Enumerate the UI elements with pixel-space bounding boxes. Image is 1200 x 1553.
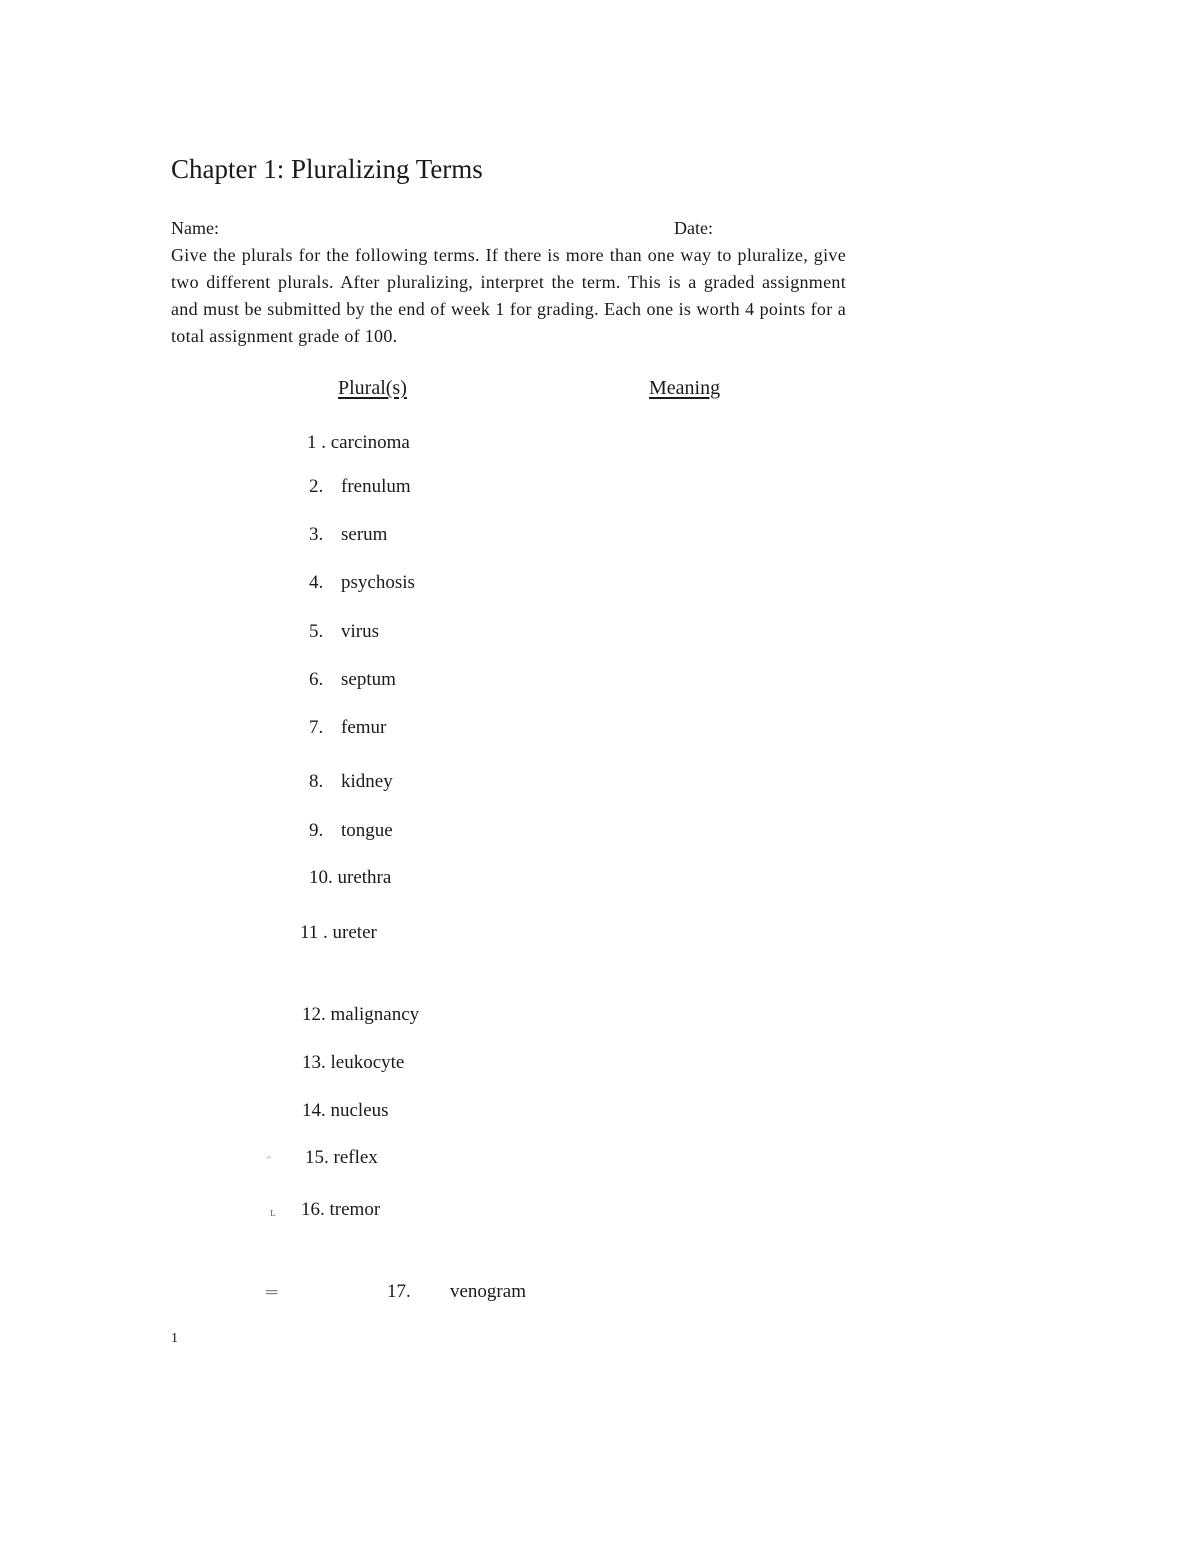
item-term: psychosis <box>341 572 415 593</box>
meaning-column-header: Meaning <box>649 377 721 399</box>
page-number: 1 <box>171 1331 178 1346</box>
list-item <box>302 1100 389 1122</box>
item-term: femur <box>341 717 387 738</box>
list-item <box>309 524 387 546</box>
list-item <box>309 621 379 643</box>
item-number: 1 . <box>307 432 326 453</box>
item-number: 4. <box>309 572 324 593</box>
stray-mark-icon: ᵔ <box>267 1152 271 1167</box>
list-item <box>309 771 393 793</box>
list-item <box>300 922 377 944</box>
list-item <box>309 717 386 739</box>
item-term: tongue <box>341 820 393 841</box>
item-number: 17. <box>387 1281 411 1302</box>
item-number: 11 . <box>300 922 328 943</box>
equals-mark-icon: ═ <box>266 1284 278 1301</box>
item-number: 7. <box>309 717 324 738</box>
instructions-paragraph: Give the plurals for the following terms. If there is more than one way to pluralize, give two different plurals. After pluralizing, interpret the term. This is a graded assignment and must be submitted by the end of week 1 for grading. Each one is worth 4 points for a total assignment grade of 100. <box>171 245 846 346</box>
item-number: 10. <box>309 867 333 888</box>
item-term: virus <box>341 621 379 642</box>
date-label: Date: <box>674 218 713 238</box>
item-term: malignancy <box>330 1004 420 1025</box>
list-item <box>309 476 411 498</box>
list-item <box>309 572 415 594</box>
list-item <box>302 1052 404 1074</box>
item-term: carcinoma <box>330 432 410 453</box>
list-item <box>307 432 410 454</box>
item-number: 14. <box>302 1100 326 1121</box>
item-term: serum <box>341 524 388 545</box>
item-number: 15. <box>305 1147 329 1168</box>
item-term: tremor <box>329 1199 381 1220</box>
item-number: 16. <box>301 1199 325 1220</box>
item-term: reflex <box>333 1147 378 1168</box>
item-term: leukocyte <box>330 1052 405 1073</box>
list-item <box>305 1147 378 1169</box>
item-number: 5. <box>309 621 324 642</box>
item-number: 2. <box>309 476 324 497</box>
stray-mark-icon: ʟ <box>270 1204 276 1219</box>
list-item <box>309 820 393 842</box>
list-item <box>387 1281 526 1303</box>
item-number: 9. <box>309 820 324 841</box>
item-term: kidney <box>341 771 393 792</box>
item-term: septum <box>341 669 396 690</box>
item-term: ureter <box>332 922 377 943</box>
item-number: 13. <box>302 1052 326 1073</box>
item-term: urethra <box>337 867 392 888</box>
name-label: Name: <box>171 218 219 238</box>
plurals-column-header: Plural(s) <box>338 377 407 399</box>
item-term: frenulum <box>341 476 411 497</box>
item-number: 6. <box>309 669 324 690</box>
item-number: 3. <box>309 524 324 545</box>
list-item <box>301 1199 380 1221</box>
item-term: venogram <box>450 1281 526 1302</box>
item-term: nucleus <box>330 1100 389 1121</box>
item-number: 8. <box>309 771 324 792</box>
list-item <box>309 867 391 889</box>
page-title: Chapter 1: Pluralizing Terms <box>171 154 483 184</box>
list-item <box>302 1004 419 1026</box>
item-number: 12. <box>302 1004 326 1025</box>
list-item <box>309 669 396 691</box>
